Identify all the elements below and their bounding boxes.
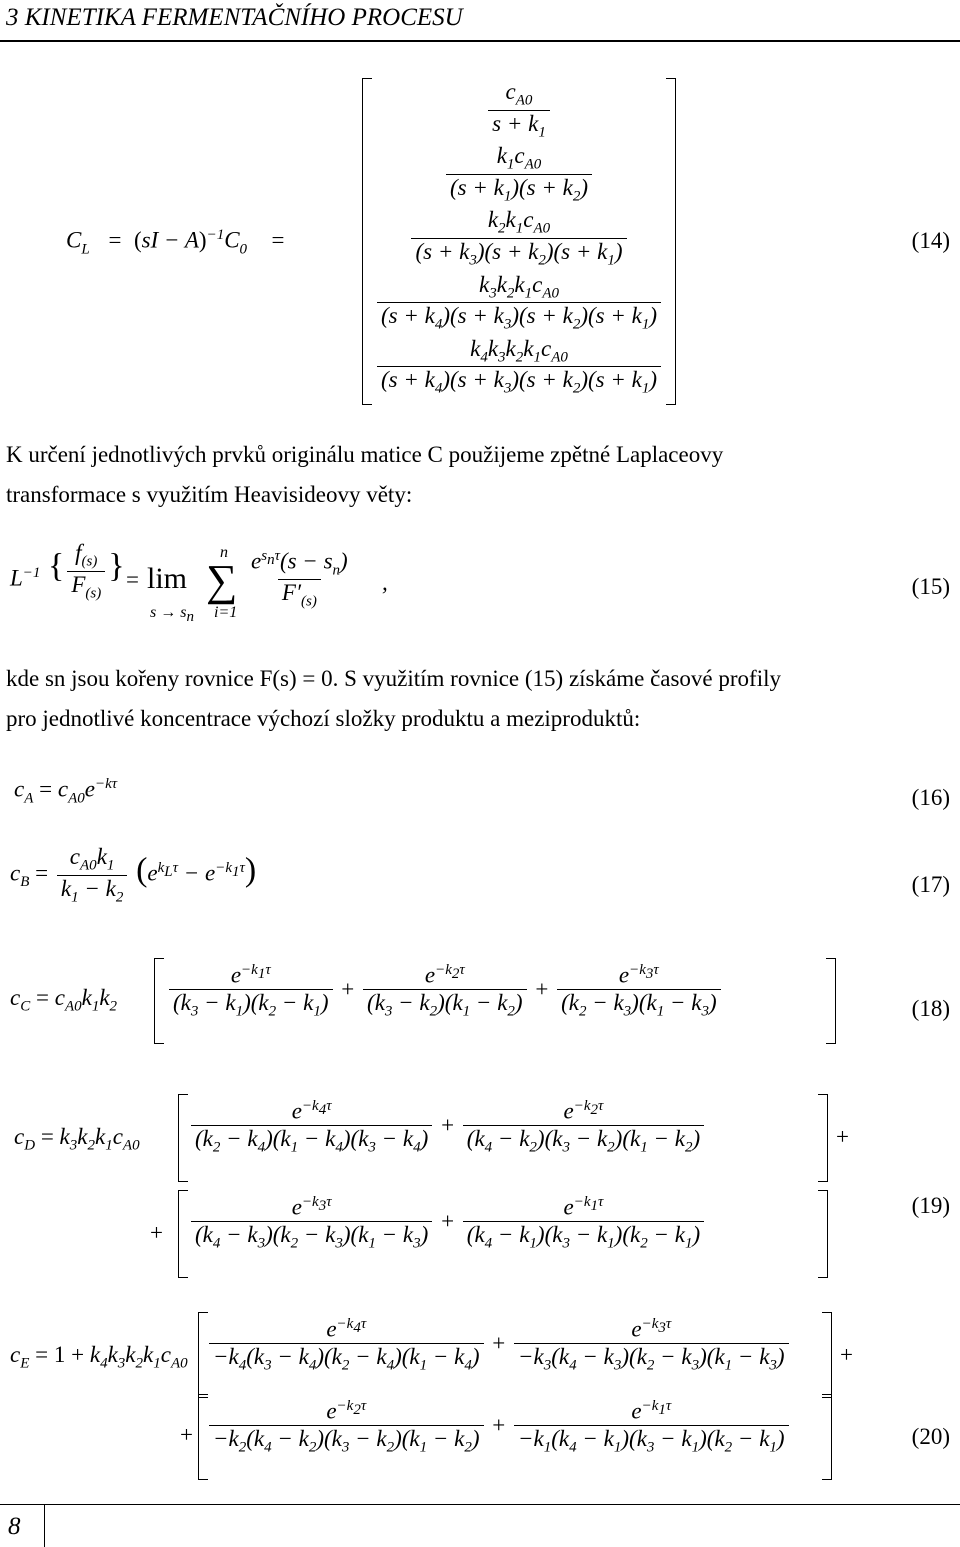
eq19-row1-right-bracket (818, 1094, 828, 1182)
eq14-number: (14) (911, 228, 950, 253)
eq14-left-bracket (362, 78, 372, 405)
page-number: 8 (8, 1513, 21, 1540)
eq20-plus-start: + (180, 1422, 193, 1447)
eq17-body: $c_B$ = $\frac{c_{A0}k_1}{k_1 - k_2}$ $(e^{k_L\tau} - e^{-k_1\tau})$ (10, 844, 257, 906)
eq20-row2-terms: $\frac{e^{-k_2\tau}}{-k_2(k_4 - k_2)(k_3 - k_2)(k_1 - k_2)}$ + $\frac{e^{-k_1\tau}}{-k_1(k_4 - k_1)(k_3 - k_1)(k_2 - k_1)}$ (206, 1398, 792, 1456)
eq19-row1-left-bracket (178, 1094, 188, 1182)
eq15-brace-frac: { $\frac{f_{(s)}}{F_{(s)}}$ } (48, 540, 125, 602)
eq14-row-4: $\frac{k_3k_2k_1c_{A0}}{(s + k_4)(s + k_3)(s + k_2)(s + k_1)}$ (377, 272, 661, 334)
footer-divider (44, 1504, 45, 1547)
eq20-plus-end: + (840, 1342, 853, 1367)
eq14-row-5: $\frac{k_4k_3k_2k_1c_{A0}}{(s + k_4)(s + k_3)(s + k_2)(s + k_1)}$ (377, 336, 661, 398)
eq14-vector (372, 78, 666, 399)
eq19-row2-left-bracket (178, 1190, 188, 1278)
eq15-sigma: ∑ (206, 556, 238, 605)
eq20-lhs: $c_E = 1 + k_4k_3k_2k_1c_{A0}$ (10, 1342, 188, 1372)
eq15-main-frac: $\frac{e^{s_n\tau}(s - s_n)}{F'_{(s)}}$ (251, 548, 348, 610)
paragraph-1-line-1: K určení jednotlivých prvků originálu matice C použijeme zpětné Laplaceovy (6, 442, 724, 467)
eq14-lhs: $C_L = (sI - A)^{-1}C_0$ = (66, 227, 286, 258)
eq18-lhs: $c_C = c_{A0}k_1k_2$ (10, 985, 118, 1015)
eq14-row-3: $\frac{k_2k_1c_{A0}}{(s + k_3)(s + k_2)(s + k_1)}$ (411, 207, 626, 269)
eq20-number: (20) (911, 1424, 950, 1449)
eq19-lhs: $c_D = k_3k_2k_1c_{A0}$ (14, 1124, 140, 1154)
page-header: 3 KINETIKA FERMENTAČNÍHO PROCESU (6, 4, 463, 31)
eq19-number: (19) (911, 1193, 950, 1218)
eq20-row1-terms: $\frac{e^{-k_4\tau}}{-k_4(k_3 - k_4)(k_2 - k_4)(k_1 - k_4)}$ + $\frac{e^{-k_3\tau}}{-k_3(k_4 - k_3)(k_2 - k_3)(k_1 - k_3)}$ (206, 1316, 792, 1374)
eq19-row2-terms: $\frac{e^{-k_3\tau}}{(k_4 - k_3)(k_2 - k_3)(k_1 - k_3)}$ + $\frac{e^{-k_1\tau}}{(k_4 - k_1)(k_3 - k_1)(k_2 - k_1)}$ (188, 1194, 707, 1252)
eq20-row1-right-bracket (822, 1312, 832, 1398)
eq19-row2-right-bracket (818, 1190, 828, 1278)
eq14-row-2: $\frac{k_1c_{A0}}{(s + k_1)(s + k_2)}$ (446, 143, 592, 205)
eq19-row1-terms: $\frac{e^{-k_4\tau}}{(k_2 - k_4)(k_1 - k_4)(k_3 - k_4)}$ + $\frac{e^{-k_2\tau}}{(k_4 - k_2)(k_3 - k_2)(k_1 - k_2)}$ (188, 1098, 707, 1156)
eq14-right-bracket (666, 78, 676, 405)
eq18-terms: $\frac{e^{-k_1\tau}}{(k_3 - k_1)(k_2 - k_1)}$ + $\frac{e^{-k_2\tau}}{(k_3 - k_2)(k_1 - k_2)}$ + $\frac{e^{-k_3\tau}}{(k_2 - k_3)(k_1 - k_3)}$ (166, 962, 724, 1020)
eq15-lhs: $L^{-1}$ (10, 565, 41, 591)
eq15-lim: lim (147, 562, 188, 595)
paragraph-2-line-1: kde sn jsou kořeny rovnice F(s) = 0. S využitím rovnice (15) získáme časové profily (6, 666, 781, 691)
eq15-lim-sub: $s \to s_n$ (150, 604, 194, 626)
eq16-body: $c_A = c_{A0}e^{-k\tau}$ (14, 776, 118, 807)
header-rule (0, 40, 960, 42)
paragraph-1-line-2: transformace s využitím Heavisideovy věty: (6, 482, 413, 507)
eq20-row2-right-bracket (822, 1394, 832, 1480)
eq18-right-bracket (826, 958, 836, 1044)
eq19-plus-start: + (150, 1220, 163, 1245)
paragraph-2-line-2: pro jednotlivé koncentrace výchozí složky produktu a meziproduktů: (6, 706, 641, 731)
eq15-eq: = (126, 567, 139, 592)
eq16-number: (16) (911, 785, 950, 810)
eq15-sum-top: n (220, 544, 228, 561)
eq15-sum-bottom: i=1 (214, 604, 238, 621)
eq18-left-bracket (154, 958, 164, 1044)
footer-rule (0, 1504, 960, 1505)
eq14-row-1: $\frac{c_{A0}}{s + k_1}$ (488, 79, 550, 141)
eq15-number: (15) (911, 574, 950, 599)
eq15-comma: , (382, 570, 388, 595)
eq17-number: (17) (911, 872, 950, 897)
eq18-number: (18) (911, 996, 950, 1021)
eq19-plus-end: + (836, 1124, 849, 1149)
